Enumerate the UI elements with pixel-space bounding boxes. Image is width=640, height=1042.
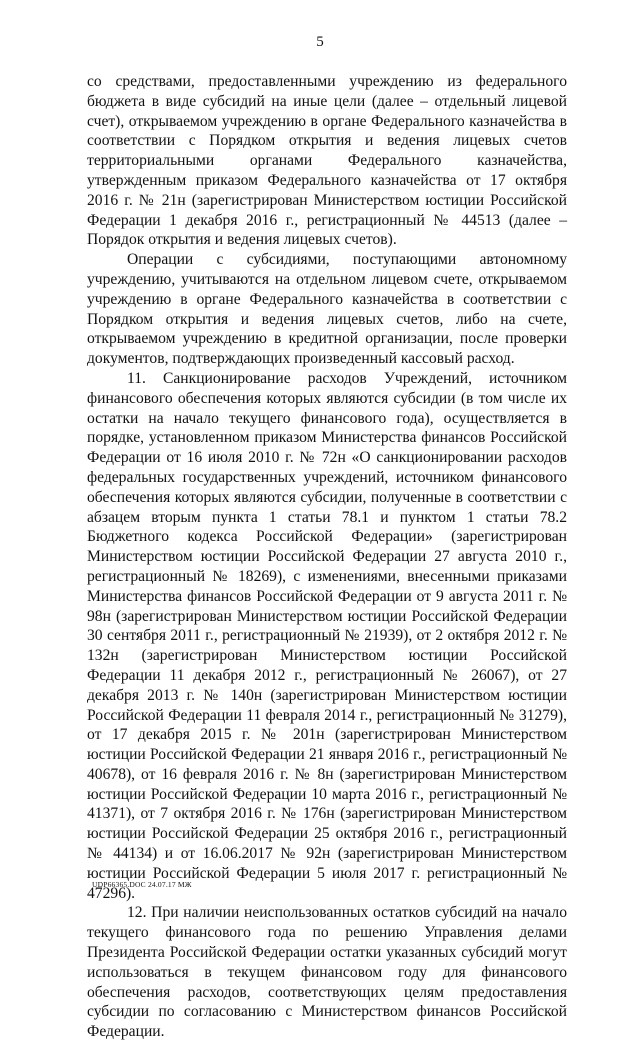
paragraph-12: 12. При наличии неиспользованных остатков субсидий на начало текущего финансового года по решению Управления делами Президента Российской Федерации остатки указанных субсидий могут использоваться в текущем финансовом году для финансового обеспечения расходов, соответствующих целям предоставления субсидии по согласованию с Министерством финансов Российской Федерации. xyxy=(87,904,567,1041)
paragraph-1: со средствами, предоставленными учреждению из федерального бюджета в виде субсидий на иные цели (далее – отдельный лицевой счет), открываемом учреждению в органе Федерального казначейства в соответствии с Порядком открытия и ведения лицевых счетов территориальными органами Федерального казначейства, утвержденным приказом Федерального казначейства от 17 октября 2016 г. № 21н (зарегистрирован Министерством юстиции Российской Федерации 1 декабря 2016 г., регистрационный № 44513 (далее – Порядок открытия и ведения лицевых счетов). xyxy=(87,73,567,249)
document-footer: UDP66365.DOC 24.07.17 МЖ xyxy=(92,880,192,889)
page-number: 5 xyxy=(316,34,324,50)
document-body xyxy=(87,72,567,1042)
paragraph-2: Операции с субсидиями, поступающими автономному учреждению, учитываются на отдельном лицевом счете, открываемом учреждению в органе Федерального казначейства в соответствии с Порядком открытия и ведения лицевых счетов, либо на счете, открываемом учреждению в кредитной организации, после проверки документов, подтверждающих произведенный кассовый расход. xyxy=(87,251,567,368)
paragraph-11: 11. Санкционирование расходов Учреждений, источником финансового обеспечения которых являются субсидии (в том числе их остатки на начало текущего финансового года), осуществляется в порядке, установленном приказом Министерства финансов Российской Федерации от 16 июля 2010 г. № 72н «О санкционировании расходов федеральных государственных учреждений, источником финансового обеспечения которых являются субсидии, полученные в соответствии с абзацем вторым пункта 1 статьи 78.1 и пунктом 1 статьи 78.2 Бюджетного кодекса Российской Федерации» (зарегистрирован Министерством юстиции Российской Федерации 27 августа 2010 г., регистрационный № 18269), с изменениями, внесенными приказами Министерства финансов Российской Федерации от 9 августа 2011 г. № 98н (зарегистрирован Министерством юстиции Российской Федерации 30 сентября 2011 г., регистрационный № 21939), от 2 октября 2012 г. № 132н (зарегистрирован Министерством юстиции Российской Федерации 11 декабря 2012 г., регистрационный № 26067), от 27 декабря 2013 г. № 140н (зарегистрирован Министерством юстиции Российской Федерации 11 февраля 2014 г., регистрационный № 31279), от 17 декабря 2015 г. № 201н (зарегистрирован Министерством юстиции Российской Федерации 21 января 2016 г., регистрационный № 40678), от 16 февраля 2016 г. № 8н (зарегистрирован Министерством юстиции Российской Федерации 10 марта 2016 г., регистрационный № 41371), от 7 октября 2016 г. № 176н (зарегистрирован Министерством юстиции Российской Федерации 25 октября 2016 г., регистрационный № 44134) и от 16.06.2017 № 92н (зарегистрирован Министерством юстиции Российской Федерации 5 июля 2017 г. регистрационный № 47296). xyxy=(87,369,567,902)
